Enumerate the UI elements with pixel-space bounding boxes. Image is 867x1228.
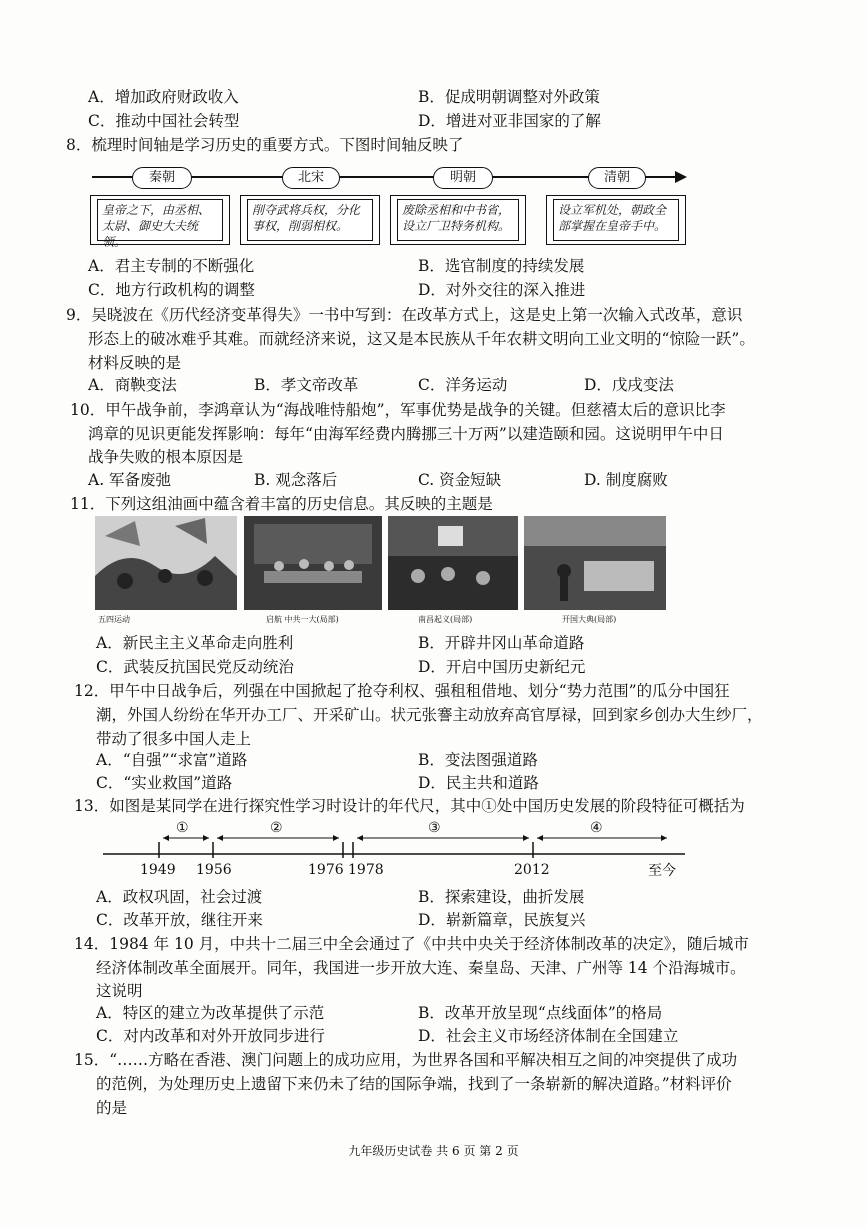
q11-option-a: A．新民主主义革命走向胜利 [96, 634, 294, 652]
timeline-text-qing: 设立军机处，朝政全部掌握在皇帝手中。 [553, 199, 679, 241]
q14-option-c: C．对内改革和对外开放同步进行 [96, 1027, 325, 1045]
q10-line3: 战争失败的根本原因是 [88, 448, 244, 466]
q12-option-a: A．“自强”“求富”道路 [96, 751, 248, 769]
q12-line2: 潮，外国人纷纷在华开办工厂、开采矿山。状元张謇主动放弃高官厚禄，回到家乡创办大生纱厂， [96, 706, 763, 724]
painting-first-congress [244, 516, 382, 610]
q8-option-d: D．对外交往的深入推进 [418, 281, 586, 299]
painting-may-fourth [95, 516, 237, 610]
q11-option-c: C．武装反抗国民党反动统治 [96, 658, 294, 676]
q11-option-d: D．开启中国历史新纪元 [418, 658, 586, 676]
q14-line3: 这说明 [96, 982, 143, 1000]
q9-option-d: D．戊戌变法 [584, 376, 674, 394]
painting-nanchang-uprising [388, 516, 518, 610]
q12-line3: 带动了很多中国人走上 [96, 730, 252, 748]
q9-line1: 9．吴晓波在《历代经济变革得失》一书中写到：在改革方式上，这是史上第一次输入式改革，意识 [66, 306, 743, 324]
q8-option-c: C．地方行政机构的调整 [88, 281, 255, 299]
q15-line3: 的是 [96, 1099, 128, 1117]
q13-stem: 13．如图是某同学在进行探究性学习时设计的年代尺，其中①处中国历史发展的阶段特征可概括为 [74, 797, 745, 815]
q7-option-b: B．促成明朝调整对外政策 [418, 88, 600, 106]
q11-option-b: B．开辟井冈山革命道路 [418, 634, 585, 652]
q13-option-d: D．崭新篇章，民族复兴 [418, 911, 586, 929]
ruler-year-1956: 1956 [196, 862, 232, 878]
q7-option-a: A．增加政府财政收入 [88, 88, 239, 106]
caption-first-congress: 启航 中共一大(局部) [266, 615, 339, 624]
q7-option-c: C．推动中国社会转型 [88, 112, 240, 130]
ruler-year-1976: 1976 [308, 862, 344, 878]
q10-line2: 鸿章的见识更能发挥影响：每年“由海军经费内腾挪三十万两”以建造颐和园。这说明甲午中日 [88, 425, 724, 443]
ruler-year-now: 至今 [648, 863, 676, 879]
timeline-text-qin: 皇帝之下，由丞相、太尉、御史大夫统领。 [97, 199, 223, 241]
q9-option-c: C．洋务运动 [418, 376, 508, 394]
timeline-box-qing [546, 195, 686, 245]
caption-may-fourth: 五四运动 [98, 615, 130, 624]
caption-nanchang: 南昌起义(局部) [418, 615, 473, 624]
ruler-segment-2: ② [270, 820, 283, 836]
page-footer: 九年级历史试卷 共 6 页 第 2 页 [348, 1144, 519, 1158]
ruler-year-1949: 1949 [140, 862, 176, 878]
q12-option-c: C．“实业救国”道路 [96, 774, 233, 792]
q13-option-b: B．探索建设，曲折发展 [418, 888, 585, 906]
ruler-segment-3: ③ [428, 820, 441, 836]
timeline-box-beisong [240, 195, 380, 245]
q12-line1: 12．甲午中日战争后，列强在中国掀起了抢夺利权、强租租借地、划分“势力范围”的瓜分中国狂 [74, 682, 730, 700]
q14-line2: 经济体制改革全面展开。同年，我国进一步开放大连、秦皇岛、天津、广州等 14 个沿海城市。 [96, 959, 746, 977]
q15-line1: 15．“……方略在香港、澳门问题上的成功应用，为世界各国和平解决相互之间的冲突提供了成功 [74, 1051, 738, 1069]
ruler-year-1978: 1978 [348, 862, 384, 878]
q10-line1: 10．甲午战争前，李鸿章认为“海战唯恃船炮”，军事优势是战争的关键。但慈禧太后的意识比李 [70, 401, 726, 419]
ruler-year-2012: 2012 [514, 862, 550, 878]
ruler-segment-1: ① [176, 820, 189, 836]
q14-option-d: D．社会主义市场经济体制在全国建立 [418, 1027, 679, 1045]
timeline-label-qing: 清朝 [588, 167, 646, 189]
q10-option-b: B. 观念落后 [254, 471, 338, 489]
q7-option-d: D．增进对亚非国家的了解 [418, 112, 601, 130]
q8-stem: 8．梳理时间轴是学习历史的重要方式。下图时间轴反映了 [66, 136, 464, 154]
timeline-text-ming: 废除丞相和中书省，设立厂卫特务机构。 [397, 199, 519, 241]
timeline-box-qin [90, 195, 230, 249]
q10-option-c: C. 资金短缺 [418, 471, 502, 489]
caption-founding: 开国大典(局部) [562, 615, 617, 624]
q15-line2: 的范例，为处理历史上遗留下来仍未了结的国际争端，找到了一条崭新的解决道路。”材料评价 [96, 1075, 732, 1093]
q14-line1: 14．1984 年 10 月，中共十二届三中全会通过了《中共中央关于经济体制改革的决定》，随后城市 [74, 935, 749, 953]
q9-line2: 形态上的破冰难乎其难。而就经济来说，这又是本民族从千年农耕文明向工业文明的“惊险一跃”。 [88, 330, 755, 348]
timeline-label-ming: 明朝 [433, 167, 493, 189]
q11-stem: 11．下列这组油画中蕴含着丰富的历史信息。其反映的主题是 [70, 495, 493, 513]
q13-option-c: C．改革开放，继往开来 [96, 911, 263, 929]
q8-option-b: B．选官制度的持续发展 [418, 257, 585, 275]
ruler-segment-4: ④ [590, 820, 603, 836]
timeline-text-beisong: 削夺武将兵权，分化事权，削弱相权。 [247, 199, 373, 241]
q10-option-a: A. 军备废弛 [88, 471, 172, 489]
q14-option-b: B．改革开放呈现“点线面体”的格局 [418, 1004, 663, 1022]
q12-option-b: B．变法图强道路 [418, 751, 538, 769]
q9-option-a: A．商鞅变法 [88, 376, 177, 394]
q8-option-a: A．君主专制的不断强化 [88, 257, 255, 275]
q12-option-d: D．民主共和道路 [418, 774, 539, 792]
q10-option-d: D. 制度腐败 [584, 471, 668, 489]
q13-option-a: A．政权巩固，社会过渡 [96, 888, 263, 906]
q9-option-b: B．孝文帝改革 [254, 376, 359, 394]
q14-option-a: A．特区的建立为改革提供了示范 [96, 1004, 325, 1022]
timeline-box-ming [390, 195, 526, 245]
timeline-label-qin: 秦朝 [132, 167, 192, 189]
painting-founding-ceremony [524, 516, 666, 610]
q9-line3: 材料反映的是 [88, 354, 182, 372]
timeline-label-beisong: 北宋 [282, 167, 340, 189]
